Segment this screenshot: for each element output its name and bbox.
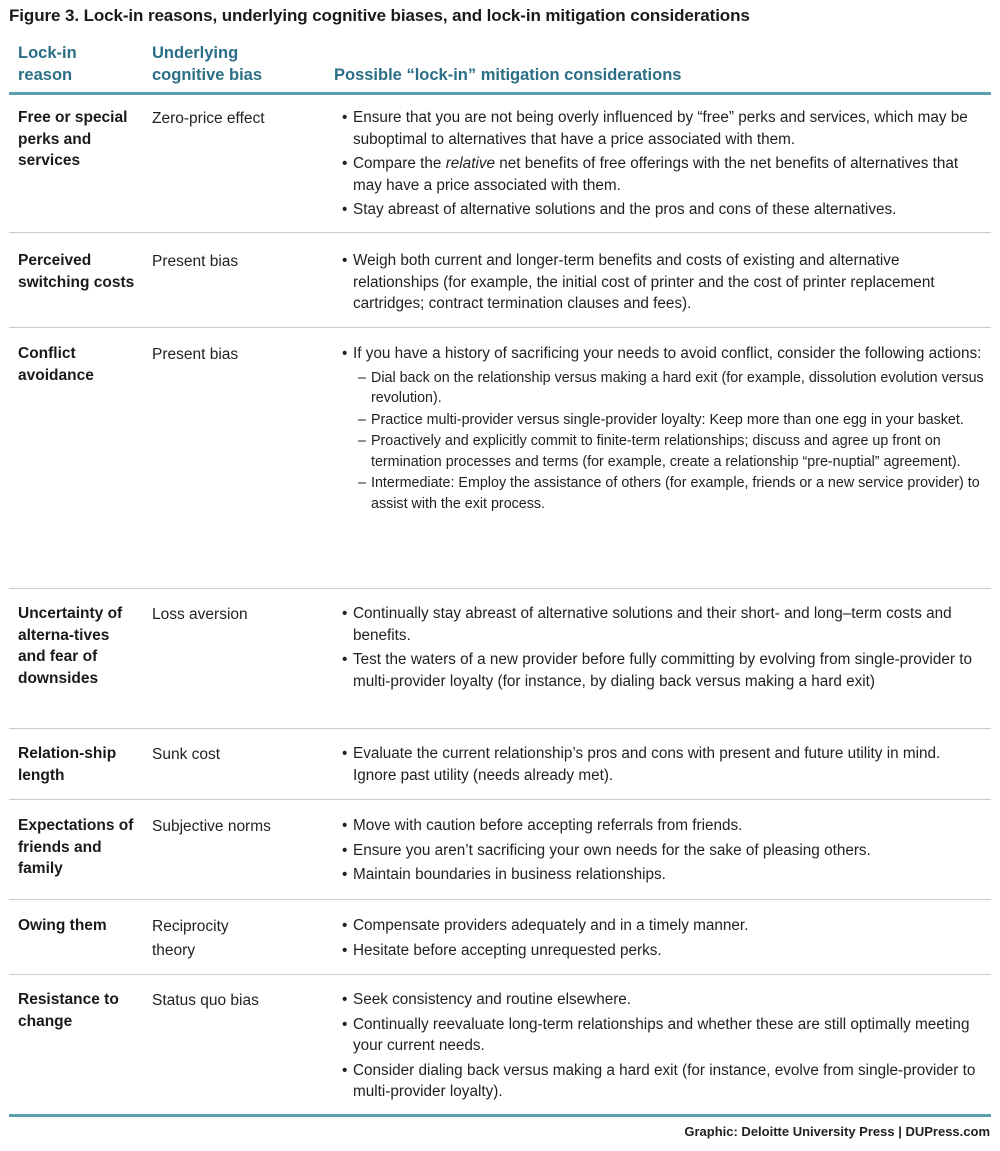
header-bias: Underlying cognitive bias: [152, 44, 263, 84]
mitigation-list: [342, 743, 987, 789]
mitigation-list: [342, 915, 987, 964]
lock-in-reason: Expectations of friends and family: [18, 817, 134, 877]
cognitive-bias: Reciprocity theory: [152, 918, 229, 959]
mitigation-subitem: – Proactively and explicitly commit to finite-term relationships; discuss and agree up front on termination processes and terms (for example, create a relationship “pre-nuptial” agreement).: [342, 431, 987, 472]
cognitive-bias: Present bias: [152, 253, 239, 270]
lock-in-reason: Uncertainty of alterna-tives and fear of downsides: [18, 605, 123, 687]
mitigation-list: [342, 250, 987, 318]
mitigation-item: • Ensure you aren’t sacrificing your own needs for the sake of pleasing others.: [342, 840, 987, 862]
figure-title: Figure 3. Lock-in reasons, underlying cognitive biases, and lock-in mitigation considerations: [9, 6, 750, 25]
mitigation-item: • Continually reevaluate long-term relationships and whether these are still optimally meeting your current needs.: [342, 1014, 987, 1057]
header-reason: Lock-in reason: [18, 44, 77, 84]
lock-in-reason: Free or special perks and services: [18, 109, 128, 169]
table-row: [9, 815, 991, 900]
graphic-credit: Graphic: Deloitte University Press | DUPress.com: [684, 1124, 990, 1139]
mitigation-item: • Hesitate before accepting unrequested perks.: [342, 940, 987, 962]
table-row: [9, 915, 991, 975]
mitigation-item: • If you have a history of sacrificing your needs to avoid conflict, consider the following actions:: [342, 343, 987, 365]
table-row: [9, 107, 991, 233]
cognitive-bias: Sunk cost: [152, 746, 221, 763]
lock-in-reason: Owing them: [18, 917, 107, 934]
table-row: [9, 743, 991, 800]
lock-in-reason: Perceived switching costs: [18, 252, 135, 291]
table-header: [9, 42, 991, 95]
mitigation-item: • Test the waters of a new provider before fully committing by evolving from single-provider to multi-provider loyalty (for instance, by dialing back versus making a hard exit): [342, 649, 987, 692]
mitigation-list: [342, 107, 987, 224]
lock-in-reason: Relation-ship length: [18, 745, 117, 784]
mitigation-item: • Evaluate the current relationship’s pros and cons with present and future utility in mind. Ignore past utility (needs already met).: [342, 743, 987, 786]
table-row: [9, 989, 991, 1117]
table-row: [9, 603, 991, 729]
mitigation-item: • Compensate providers adequately and in a timely manner.: [342, 915, 987, 937]
mitigation-subitem: – Dial back on the relationship versus making a hard exit (for example, dissolution evolution versus revolution).: [342, 368, 987, 409]
cognitive-bias: Subjective norms: [152, 818, 271, 835]
table-row: [9, 250, 991, 328]
cognitive-bias: Zero-price effect: [152, 110, 265, 127]
mitigation-subitem: – Intermediate: Employ the assistance of others (for example, friends or a new service provider) to assist with the exit process.: [342, 473, 987, 514]
cognitive-bias: Loss aversion: [152, 606, 248, 623]
cognitive-bias: Status quo bias: [152, 992, 259, 1009]
table-row: [9, 343, 991, 589]
mitigation-item: • Weigh both current and longer-term benefits and costs of existing and alternative relationships (for example, the initial cost of printer and the cost of printer replacement cartridges; contract termination clauses and fees).: [342, 250, 987, 315]
header-mitigation: Possible “lock-in” mitigation considerations: [334, 66, 682, 84]
mitigation-list: [342, 343, 987, 515]
mitigation-item: • Maintain boundaries in business relationships.: [342, 864, 987, 886]
lock-in-reason: Resistance to change: [18, 991, 119, 1030]
lock-in-reason: Conflict avoidance: [18, 345, 94, 384]
mitigation-item: • Ensure that you are not being overly influenced by “free” perks and services, which may be suboptimal to alternatives that have a price associated with them.: [342, 107, 987, 150]
mitigation-subitem: – Practice multi-provider versus single-provider loyalty: Keep more than one egg in your basket.: [342, 410, 987, 431]
mitigation-item: • Move with caution before accepting referrals from friends.: [342, 815, 987, 837]
cognitive-bias: Present bias: [152, 346, 239, 363]
mitigation-list: [342, 603, 987, 695]
mitigation-list: [342, 815, 987, 889]
mitigation-item: • Continually stay abreast of alternative solutions and their short- and long–term costs and benefits.: [342, 603, 987, 646]
mitigation-item: • Consider dialing back versus making a hard exit (for instance, evolve from single-provider to multi-provider loyalty).: [342, 1060, 987, 1103]
mitigation-item: • Compare the relative net benefits of free offerings with the net benefits of alternatives that may have a price associated with them.: [342, 153, 987, 196]
mitigation-list: [342, 989, 987, 1106]
mitigation-item: • Stay abreast of alternative solutions and the pros and cons of these alternatives.: [342, 199, 987, 221]
mitigation-item: • Seek consistency and routine elsewhere.: [342, 989, 987, 1011]
